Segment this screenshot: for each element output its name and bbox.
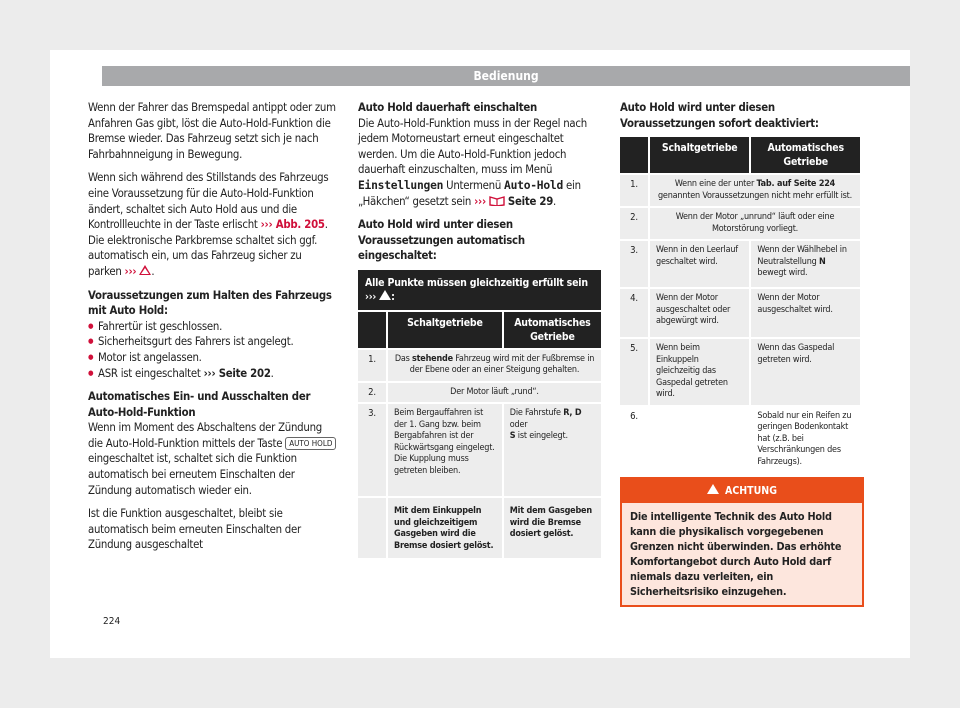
list-item: ● Motor ist angelassen. — [88, 350, 338, 366]
column-right — [620, 100, 860, 472]
manual-page — [50, 50, 910, 658]
warning-box — [620, 477, 864, 607]
table-row: 1. Das stehende Fahrzeug wird mit der Fußbremse in der Ebene oder an einer Steigung gehalten. — [358, 348, 601, 381]
table-row: 2. Wenn der Motor „unrund“ läuft oder eine Motorstörung vorliegt. — [620, 206, 860, 239]
table-row: 6. Sobald nur ein Reifen zu geringen Bodenkontakt hat (z.B. bei Verschränkungen des Fahrzeugs). — [620, 405, 860, 473]
column-header: Automatisches Getriebe — [502, 310, 601, 348]
list-item: ● Fahrertür ist geschlossen. — [88, 319, 338, 335]
heading-auto-switch: Automatisches Ein- und Ausschalten der Auto-Hold-Funktion — [88, 390, 311, 419]
heading-requirements: Voraussetzungen zum Halten des Fahrzeugs mit Auto Hold: — [88, 288, 332, 318]
table-row: 4. Wenn der Motor ausgeschaltet oder abgewürgt wird. Wenn der Motor ausgeschaltet wird. — [620, 287, 860, 337]
column-middle — [358, 100, 601, 558]
page-number: 224 — [103, 616, 121, 627]
requirements-list — [88, 319, 338, 381]
list-item: ● Sicherheitsgurt des Fahrers ist angelegt. — [88, 334, 338, 350]
table-row: Mit dem Einkuppeln und gleichzeitigem Gasgeben wird die Bremse dosiert gelöst. Mit dem Gasgeben wird die Bremse dosiert gelöst. — [358, 496, 601, 558]
page-link[interactable]: ››› Seite 202 — [203, 366, 271, 380]
paragraph-release: Wenn der Fahrer das Bremspedal antippt oder zum Anfahren Gas gibt, löst die Auto-Hold-Funktion die Bremse wieder. Das Fahrzeug setzt sich je nach Fahrbahnneigung in Bewegung. — [88, 101, 336, 161]
table-row: 3. Wenn in den Leerlauf geschaltet wird. Wenn der Wählhebel in Neutralstellung N bewegt wird. — [620, 239, 860, 287]
heading-deactivated: Auto Hold wird unter diesen Voraussetzungen sofort deaktiviert: — [620, 101, 819, 130]
figure-link[interactable]: ››› Abb. 205 — [260, 218, 325, 232]
warning-icon — [139, 265, 151, 275]
paragraph-permanent: Die Auto-Hold-Funktion muss in der Regel nach jedem Motorneustart erneut eingeschaltet werden. Um die Auto-Hold-Funktion jedoch dauerhaft einzuschalten, muss im Menü Einstellungen Untermenü Auto-Hold ein „Häkchen“ gesetzt sein ››› Seite 29. — [358, 116, 587, 208]
submenu-name: Auto-Hold — [504, 178, 564, 192]
column-header: Schaltgetriebe — [648, 137, 749, 173]
menu-name: Einstellungen — [358, 178, 444, 192]
warning-text: Die intelligente Technik des Auto Hold kann die physikalisch vorgegebenen Grenzen nicht überwinden. Das erhöhte Komfortangebot durch Auto Hold darf niemals dazu verleiten, ein Sicherheitsrisiko einzugehen. — [622, 503, 862, 605]
list-item: ● ASR ist eingeschaltet ››› Seite 202. — [88, 366, 338, 382]
page-link[interactable]: Seite 29 — [507, 194, 554, 208]
warning-header: ACHTUNG — [622, 479, 862, 503]
table-deactivated — [620, 137, 860, 472]
column-header: Schaltgetriebe — [386, 310, 502, 348]
table-row: 2. Der Motor läuft „rund“. — [358, 381, 601, 403]
heading-permanent: Auto Hold dauerhaft einschalten — [358, 101, 537, 114]
section-header: Bedienung — [102, 66, 910, 86]
paragraph-condition-change: Wenn sich während des Stillstands des Fahrzeugs eine Voraussetzung für die Auto-Hold-Funktion ändert, schaltet sich Auto Hold aus und die Kontrollleuchte in der Taste erlischt ››› Abb. 205. Die elektronische Parkbremse schaltet sich ggf. automatisch ein, um das Fahrzeug sicher zu parken ››› . — [88, 171, 329, 278]
auto-hold-key: AUTO HOLD — [285, 437, 336, 450]
table-auto-on — [358, 270, 601, 559]
paragraph-switched-off: Ist die Funktion ausgeschaltet, bleibt sie automatisch beim erneuten Einschalten der Zündung ausgeschaltet — [88, 507, 301, 552]
book-icon — [489, 195, 505, 206]
heading-auto-on: Auto Hold wird unter diesen Voraussetzungen automatisch eingeschaltet: — [358, 218, 525, 263]
paragraph-auto-switch: Wenn im Moment des Abschaltens der Zündung die Auto-Hold-Funktion mittels der Taste AUTO HOLD eingeschaltet ist, schaltet sich die Funktion automatisch bei erneutem Einschalten der Zündung automatisch wieder ein. — [88, 420, 338, 498]
table-caption: Alle Punkte müssen gleichzeitig erfüllt sein ››› : — [358, 270, 601, 310]
warning-icon — [379, 290, 391, 300]
column-header: Automatisches Getriebe — [749, 137, 860, 173]
table-row: 3. Beim Bergauffahren ist der 1. Gang bzw. beim Bergabfahren ist der Rückwärtsgang eingelegt. Die Kupplung muss getreten bleiben. Die Fahrstufe R, D oder S ist eingelegt. — [358, 402, 601, 496]
table-row: 1. Wenn eine der unter Tab. auf Seite 224 genannten Voraussetzungen nicht mehr erfüllt ist. — [620, 173, 860, 206]
table-row: 5. Wenn beim Einkuppeln gleichzeitig das Gaspedal getreten wird. Wenn das Gaspedal getreten wird. — [620, 337, 860, 405]
column-left — [88, 100, 338, 553]
warning-icon — [707, 484, 719, 494]
